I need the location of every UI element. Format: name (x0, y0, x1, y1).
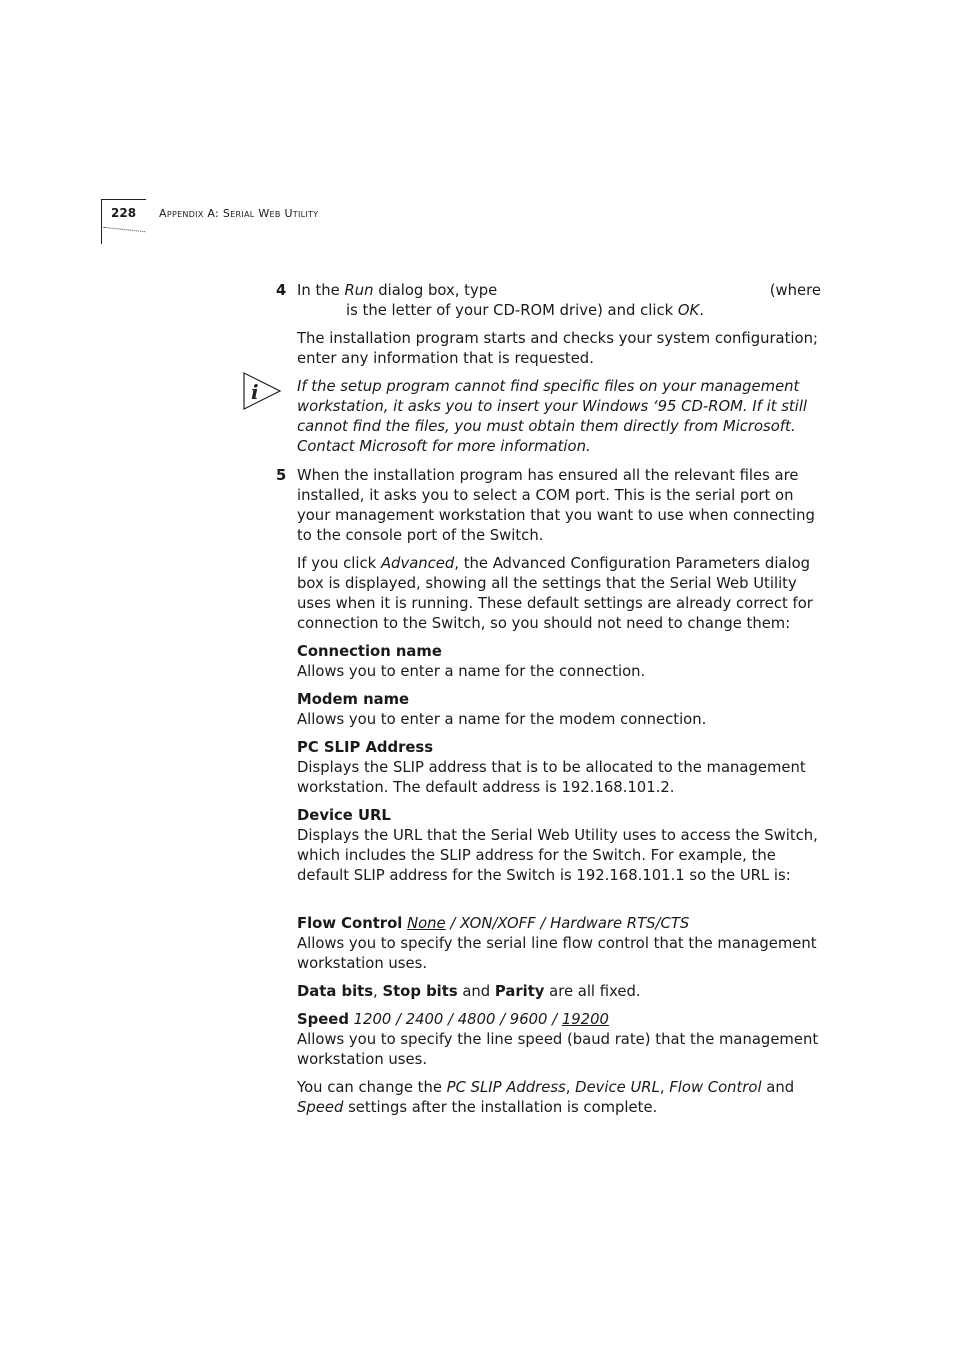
step-4 (276, 281, 827, 321)
option-separator: / (445, 915, 461, 932)
fixed-settings-paragraph (297, 982, 827, 1002)
definition-desc: Displays the SLIP address that is to be allocated to the management workstation. The default address is 192.168.101.2. (297, 759, 806, 796)
definition-term: Device URL (297, 807, 391, 824)
data-bits-term: Data bits (297, 983, 374, 1000)
step-text: . (699, 302, 704, 319)
speed-ref: Speed (297, 1099, 344, 1116)
step-number: 4 (276, 282, 287, 299)
where-text: (where (769, 282, 821, 299)
definition-term-line (297, 914, 827, 934)
device-url-entry (297, 806, 827, 906)
pc-slip-entry (297, 738, 827, 798)
speed-options: 1200 / 2400 / 4800 / 9600 / (353, 1011, 562, 1028)
definition-term: Speed (297, 1011, 349, 1028)
flow-control-entry (297, 914, 827, 974)
speed-entry (297, 1010, 827, 1070)
url-blank-line (297, 886, 827, 906)
svg-text:i: i (251, 380, 259, 404)
definition-term-line (297, 1010, 827, 1030)
definition-term: Connection name (297, 643, 442, 660)
option-separator: / (535, 915, 551, 932)
page-body (251, 281, 827, 1126)
step-text: dialog box, type (373, 282, 498, 299)
modem-name-entry (297, 690, 827, 730)
install-paragraph: The installation program starts and checks your system configuration; enter any information that is requested. (297, 330, 818, 367)
step-5 (276, 466, 827, 546)
para-text: settings after the installation is complete. (343, 1099, 658, 1116)
definition-desc: Allows you to specify the serial line flow control that the management workstation uses. (297, 935, 817, 972)
definition-desc: Allows you to enter a name for the connection. (297, 663, 646, 680)
running-head: Appendix A: Serial Web Utility (159, 207, 319, 220)
ok-button-name: OK (677, 302, 700, 319)
step-text: is the letter of your CD-ROM drive) and click (346, 302, 678, 319)
step-text: When the installation program has ensured all the relevant files are installed, it asks you to select a COM port. This is the serial port on your management workstation that you want to use when connecting to the console port of the Switch. (297, 467, 815, 544)
device-url-ref: Device URL (575, 1079, 660, 1096)
change-settings-paragraph (297, 1078, 827, 1118)
definition-desc: Allows you to specify the line speed (baud rate) that the management workstation uses. (297, 1031, 819, 1068)
flow-option-rts: Hardware RTS/CTS (550, 915, 690, 932)
para-text: , (373, 983, 383, 1000)
definition-term: PC SLIP Address (297, 739, 434, 756)
advanced-button-name: Advanced (380, 555, 455, 572)
speed-option-default: 19200 (561, 1011, 609, 1028)
note-text: If the setup program cannot find specific files on your management workstation, it asks you to insert your Windows ‘95 CD-ROM. If it still cannot find the files, you must obtain them directly from Microsoft. Contact Microsoft for more information. (297, 378, 808, 455)
para-text: , (565, 1079, 576, 1096)
run-dialog-name: Run (344, 282, 374, 299)
info-icon (242, 371, 282, 411)
step-4-line-2 (297, 301, 827, 321)
flow-option-xon: XON/XOFF (460, 915, 536, 932)
step-number: 5 (276, 467, 287, 484)
para-text: If you click (297, 555, 381, 572)
definition-term: Flow Control (297, 915, 403, 932)
parity-term: Parity (494, 983, 545, 1000)
definition-term: Modem name (297, 691, 410, 708)
flow-control-ref: Flow Control (669, 1079, 762, 1096)
para-text: and (761, 1079, 795, 1096)
para-text: and (457, 983, 495, 1000)
flow-option-none: None (407, 915, 446, 932)
definition-desc: Displays the URL that the Serial Web Utility uses to access the Switch, which includes the SLIP address for the Switch. For example, the default SLIP address for the Switch is 192.168.101.1 so the URL is: (297, 827, 818, 884)
definition-desc: Allows you to enter a name for the modem connection. (297, 711, 707, 728)
advanced-paragraph (297, 554, 827, 634)
note-block (251, 377, 827, 457)
stop-bits-term: Stop bits (382, 983, 458, 1000)
page-number: 228 (111, 206, 137, 220)
para-text: , the Advanced Configuration Parameters dialog box is displayed, showing all the settings that the Serial Web Utility uses when it is running. These default settings are already correct for connection to the Switch, so you should not need to change them: (297, 555, 813, 632)
para-text: , (659, 1079, 670, 1096)
step-text: In the (297, 282, 345, 299)
pc-slip-ref: PC SLIP Address (446, 1079, 566, 1096)
step-4-line-1 (297, 281, 827, 301)
connection-name-entry (297, 642, 827, 682)
para-text: are all fixed. (544, 983, 641, 1000)
para-text: You can change the (297, 1079, 447, 1096)
